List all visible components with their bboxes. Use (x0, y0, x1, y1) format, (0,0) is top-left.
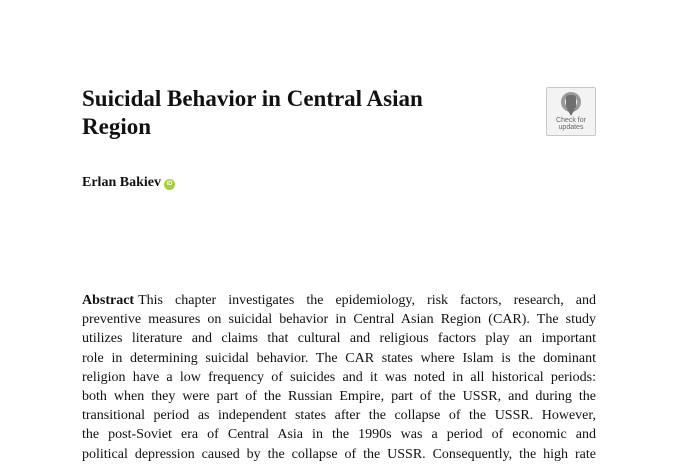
title-line: Suicidal Behavior in Central Asian (82, 86, 423, 111)
title-line: Region (82, 114, 151, 139)
author-line (82, 175, 175, 191)
abstract-line (82, 291, 596, 310)
abstract (82, 291, 596, 464)
abstract-line: both when they were part of the Russian Empire, part of the USSR, and during the (82, 388, 596, 404)
crossmark-check-for-updates-icon (559, 91, 583, 117)
abstract-line: preventive measures on suicidal behavior in Central Asian Region (CAR). The study (82, 312, 596, 328)
abstract-line: transitional period as independent states after the collapse of the USSR. However, (82, 408, 596, 424)
abstract-text: This chapter investigates the epidemiology, risk factors, research, and (138, 293, 596, 308)
author-name: Erlan Bakiev (82, 175, 161, 190)
abstract-label: Abstract (82, 293, 135, 308)
badge-label-line2: updates (558, 124, 584, 131)
check-for-updates-badge[interactable] (546, 87, 596, 136)
badge-label-line1: Check for (556, 117, 586, 124)
paper-title (82, 85, 502, 141)
abstract-line: utilizes literature and claims that cultural and religious factors play an important (82, 331, 596, 347)
abstract-line: role in determining suicidal behavior. The CAR states where Islam is the dominant (82, 350, 596, 366)
abstract-line: political depression caused by the collapse of the USSR. Consequently, the high rate (82, 446, 596, 462)
abstract-line: the post-Soviet era of Central Asia in the 1990s was a period of economic and (82, 427, 596, 443)
abstract-line: religion have a low frequency of suicides and it was noted in all historical periods: (82, 369, 596, 385)
orcid-icon[interactable] (164, 179, 175, 190)
orcid-label: iD (166, 180, 173, 187)
